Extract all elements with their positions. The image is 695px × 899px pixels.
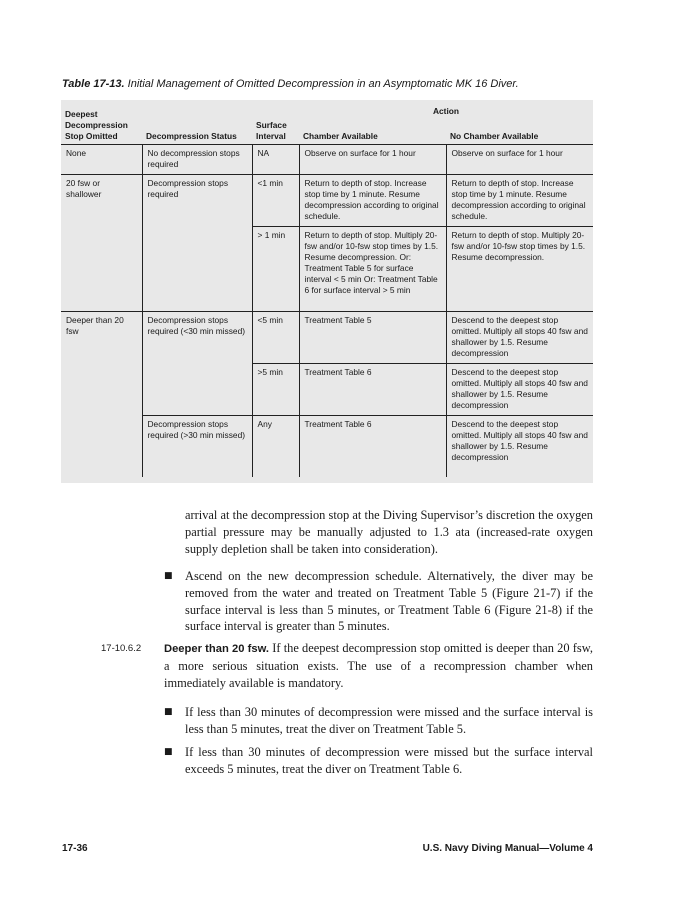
cell-no-chamber: Descend to the deepest stop omitted. Multiply all stops 40 fsw and shallower by 1.5. Resume decompression bbox=[446, 311, 593, 363]
cell-interval: NA bbox=[252, 144, 299, 174]
bullet-marker: ■ bbox=[164, 707, 173, 717]
cell-status: Decompression stops required (<30 min missed) bbox=[142, 311, 252, 415]
cell-interval: >5 min bbox=[252, 363, 299, 415]
cell-chamber: Observe on surface for 1 hour bbox=[299, 144, 446, 174]
cell-stop: Deeper than 20 fsw bbox=[61, 311, 142, 477]
bullet-ascend: Ascend on the new decompression schedule. Alternatively, the diver may be removed from the water and treated on Treatment Table 5 (Figure 21-7) if the surface interval is less than 5 minutes, or Treatment Table 6 (Figure 21-8) if the surface interval is greater than 5 minutes. bbox=[185, 569, 593, 634]
bullet-marker: ■ bbox=[164, 571, 173, 581]
cell-chamber: Treatment Table 5 bbox=[299, 311, 446, 363]
decompression-table bbox=[61, 100, 593, 483]
cell-stop: 20 fsw or shallower bbox=[61, 174, 142, 311]
section-heading: Deeper than 20 fsw. bbox=[164, 643, 270, 655]
table-row bbox=[61, 311, 593, 363]
cell-interval: Any bbox=[252, 415, 299, 477]
header-no-chamber: No Chamber Available bbox=[446, 122, 593, 144]
cell-status: No decompression stops required bbox=[142, 144, 252, 174]
bullet-table-5: If less than 30 minutes of decompression were missed and the surface interval is less than 5 minutes, treat the diver on Treatment Table 5. bbox=[185, 705, 593, 736]
header-chamber: Chamber Available bbox=[299, 122, 446, 144]
header-interval: Surface Interval bbox=[252, 100, 299, 144]
section-number: 17-10.6.2 bbox=[101, 643, 142, 654]
section-text: If the deepest decompression stop omitted is deeper than 20 fsw, a more serious situation exists. The use of a recompression chamber when immediately available is mandatory. bbox=[164, 641, 593, 690]
table-row bbox=[61, 174, 593, 226]
cell-status: Decompression stops required bbox=[142, 174, 252, 311]
cell-interval: <1 min bbox=[252, 174, 299, 226]
bullet-marker: ■ bbox=[164, 747, 173, 757]
page-number: 17-36 bbox=[62, 843, 88, 854]
cell-no-chamber: Descend to the deepest stop omitted. Multiply all stops 40 fsw and shallower by 1.5. Resume decompression bbox=[446, 363, 593, 415]
cell-no-chamber: Return to depth of stop. Increase stop time by 1 minute. Resume decompression according to original schedule. bbox=[446, 174, 593, 226]
table-caption bbox=[62, 78, 642, 90]
decompression-table-grid bbox=[61, 100, 593, 477]
table-caption-text: Initial Management of Omitted Decompression in an Asymptomatic MK 16 Diver. bbox=[127, 78, 519, 90]
cell-chamber: Return to depth of stop. Increase stop time by 1 minute. Resume decompression according to original schedule. bbox=[299, 174, 446, 226]
cell-status: Decompression stops required (>30 min missed) bbox=[142, 415, 252, 477]
cell-no-chamber: Descend to the deepest stop omitted. Multiply all stops 40 fsw and shallower by 1.5. Resume decompression bbox=[446, 415, 593, 477]
manual-title: U.S. Navy Diving Manual—Volume 4 bbox=[422, 843, 593, 854]
header-action: Action bbox=[432, 105, 460, 116]
table-row bbox=[61, 144, 593, 174]
cell-no-chamber: Observe on surface for 1 hour bbox=[446, 144, 593, 174]
cell-chamber: Return to depth of stop. Multiply 20-fsw and/or 10-fsw stop times by 1.5. Resume decompression. Or: Treatment Table 5 for surface interval < 5 min Or: Treatment Table 6 for surface interval > 5 min bbox=[299, 226, 446, 311]
cell-no-chamber: Return to depth of stop. Multiply 20-fsw and/or 10-fsw stop times by 1.5. Resume decompression. bbox=[446, 226, 593, 311]
table-caption-label: Table 17-13. bbox=[62, 78, 125, 90]
section-paragraph bbox=[164, 640, 593, 691]
header-status: Decompression Status bbox=[142, 100, 252, 144]
cell-interval: <5 min bbox=[252, 311, 299, 363]
cell-chamber: Treatment Table 6 bbox=[299, 415, 446, 477]
continued-paragraph: arrival at the decompression stop at the Diving Supervisor’s discretion the oxygen partial pressure may be manually adjusted to 1.3 ata (increased-rate oxygen supply depletion shall be taken into consideration). bbox=[185, 508, 593, 556]
bullet-table-6: If less than 30 minutes of decompression were missed but the surface interval exceeds 5 minutes, treat the diver on Treatment Table 6. bbox=[185, 745, 593, 776]
cell-stop: None bbox=[66, 147, 87, 158]
cell-chamber: Treatment Table 6 bbox=[299, 363, 446, 415]
cell-interval: > 1 min bbox=[252, 226, 299, 311]
header-stop-omitted: Deepest Decompression Stop Omitted bbox=[61, 100, 142, 144]
